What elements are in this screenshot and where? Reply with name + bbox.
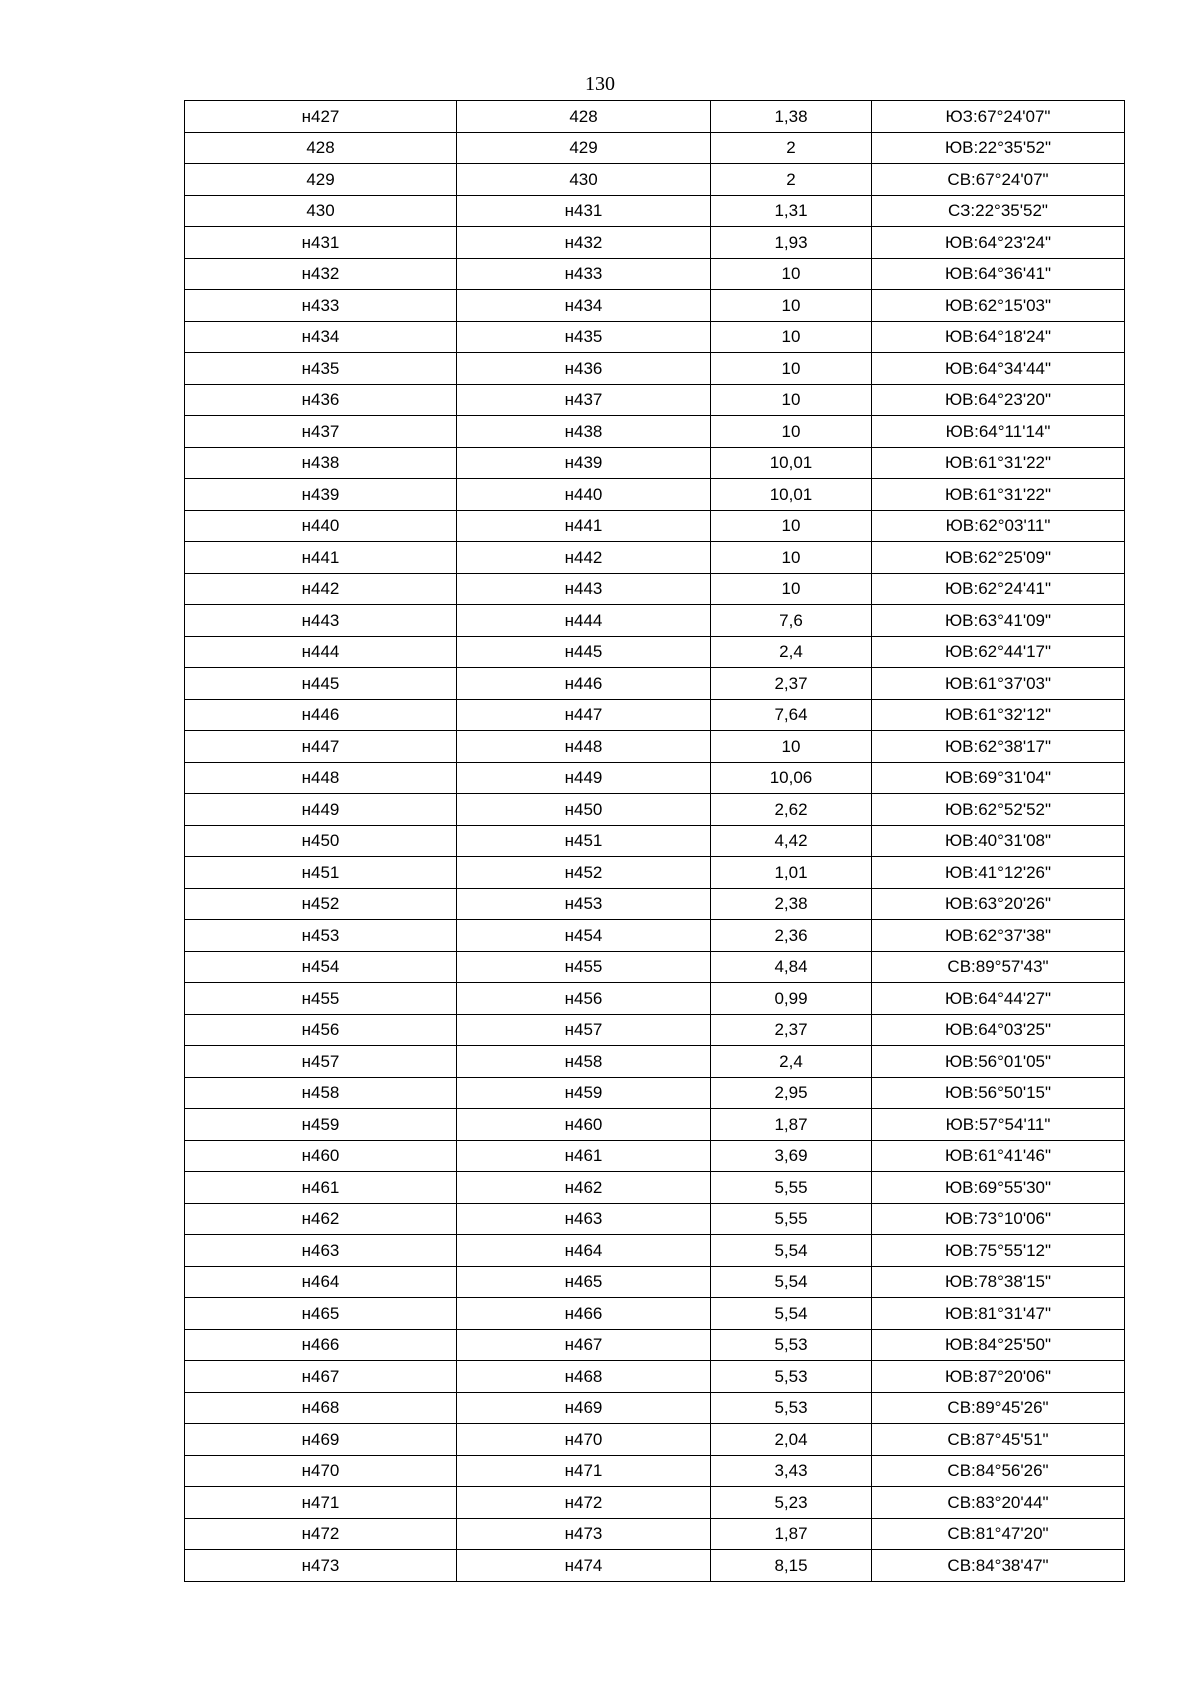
from-point-cell: н473 (185, 1550, 457, 1582)
to-point-cell: н442 (457, 542, 711, 574)
length-cell: 5,55 (711, 1172, 872, 1204)
to-point-cell: н465 (457, 1266, 711, 1298)
table-row (185, 321, 1125, 353)
from-point-cell: н457 (185, 1046, 457, 1078)
bearing-cell: ЮВ:64°23'24" (872, 227, 1125, 259)
bearing-cell: ЮВ:61°41'46" (872, 1140, 1125, 1172)
to-point-cell: н464 (457, 1235, 711, 1267)
table-row (185, 983, 1125, 1015)
bearing-cell: ЮВ:61°37'03" (872, 668, 1125, 700)
from-point-cell: 430 (185, 195, 457, 227)
from-point-cell: н450 (185, 825, 457, 857)
to-point-cell: 430 (457, 164, 711, 196)
length-cell: 1,87 (711, 1518, 872, 1550)
to-point-cell: н472 (457, 1487, 711, 1519)
from-point-cell: 429 (185, 164, 457, 196)
bearing-cell: СВ:83°20'44" (872, 1487, 1125, 1519)
length-cell: 1,38 (711, 101, 872, 133)
from-point-cell: н439 (185, 479, 457, 511)
length-cell: 2,36 (711, 920, 872, 952)
to-point-cell: н467 (457, 1329, 711, 1361)
bearing-cell: ЮВ:62°37'38" (872, 920, 1125, 952)
to-point-cell: н434 (457, 290, 711, 322)
length-cell: 5,53 (711, 1392, 872, 1424)
length-cell: 10,06 (711, 762, 872, 794)
from-point-cell: 428 (185, 132, 457, 164)
table-row (185, 384, 1125, 416)
from-point-cell: н446 (185, 699, 457, 731)
table-row (185, 1266, 1125, 1298)
bearing-cell: СВ:87°45'51" (872, 1424, 1125, 1456)
table-row (185, 699, 1125, 731)
bearing-cell: ЮВ:64°36'41" (872, 258, 1125, 290)
to-point-cell: н440 (457, 479, 711, 511)
bearing-cell: ЮЗ:67°24'07" (872, 101, 1125, 133)
table-row (185, 195, 1125, 227)
table-row (185, 353, 1125, 385)
bearing-cell: СЗ:22°35'52" (872, 195, 1125, 227)
from-point-cell: н431 (185, 227, 457, 259)
page-number: 130 (585, 73, 615, 95)
table-row (185, 920, 1125, 952)
from-point-cell: н441 (185, 542, 457, 574)
to-point-cell: н463 (457, 1203, 711, 1235)
table-row (185, 668, 1125, 700)
length-cell: 5,53 (711, 1361, 872, 1393)
to-point-cell: н460 (457, 1109, 711, 1141)
from-point-cell: н442 (185, 573, 457, 605)
table-row (185, 825, 1125, 857)
to-point-cell: н452 (457, 857, 711, 889)
bearing-cell: ЮВ:56°01'05" (872, 1046, 1125, 1078)
to-point-cell: н444 (457, 605, 711, 637)
bearing-cell: ЮВ:63°41'09" (872, 605, 1125, 637)
length-cell: 1,87 (711, 1109, 872, 1141)
length-cell: 5,53 (711, 1329, 872, 1361)
to-point-cell: н438 (457, 416, 711, 448)
table-row (185, 164, 1125, 196)
to-point-cell: н459 (457, 1077, 711, 1109)
bearing-cell: ЮВ:62°44'17" (872, 636, 1125, 668)
from-point-cell: н468 (185, 1392, 457, 1424)
table-row (185, 132, 1125, 164)
bearing-cell: ЮВ:64°11'14" (872, 416, 1125, 448)
from-point-cell: н464 (185, 1266, 457, 1298)
from-point-cell: н433 (185, 290, 457, 322)
table-row (185, 636, 1125, 668)
table-row (185, 447, 1125, 479)
bearing-cell: СВ:89°57'43" (872, 951, 1125, 983)
boundary-table-body (185, 101, 1125, 1582)
to-point-cell: н451 (457, 825, 711, 857)
length-cell: 4,84 (711, 951, 872, 983)
from-point-cell: н470 (185, 1455, 457, 1487)
to-point-cell: н457 (457, 1014, 711, 1046)
length-cell: 2,4 (711, 1046, 872, 1078)
length-cell: 7,6 (711, 605, 872, 637)
bearing-cell: ЮВ:81°31'47" (872, 1298, 1125, 1330)
to-point-cell: н453 (457, 888, 711, 920)
table-row (185, 227, 1125, 259)
length-cell: 2,95 (711, 1077, 872, 1109)
length-cell: 3,43 (711, 1455, 872, 1487)
to-point-cell: н431 (457, 195, 711, 227)
to-point-cell: н456 (457, 983, 711, 1015)
from-point-cell: н448 (185, 762, 457, 794)
bearing-cell: ЮВ:62°03'11" (872, 510, 1125, 542)
length-cell: 10 (711, 290, 872, 322)
table-row (185, 1203, 1125, 1235)
table-row (185, 794, 1125, 826)
from-point-cell: н461 (185, 1172, 457, 1204)
table-row (185, 605, 1125, 637)
from-point-cell: н434 (185, 321, 457, 353)
bearing-cell: ЮВ:62°15'03" (872, 290, 1125, 322)
table-row (185, 573, 1125, 605)
from-point-cell: н440 (185, 510, 457, 542)
length-cell: 4,42 (711, 825, 872, 857)
table-row (185, 1046, 1125, 1078)
length-cell: 1,93 (711, 227, 872, 259)
table-row (185, 1424, 1125, 1456)
from-point-cell: н436 (185, 384, 457, 416)
to-point-cell: н473 (457, 1518, 711, 1550)
bearing-cell: ЮВ:78°38'15" (872, 1266, 1125, 1298)
bearing-cell: ЮВ:62°52'52" (872, 794, 1125, 826)
bearing-cell: ЮВ:64°03'25" (872, 1014, 1125, 1046)
bearing-cell: ЮВ:75°55'12" (872, 1235, 1125, 1267)
from-point-cell: н453 (185, 920, 457, 952)
bearing-cell: ЮВ:69°31'04" (872, 762, 1125, 794)
from-point-cell: н459 (185, 1109, 457, 1141)
bearing-cell: ЮВ:61°31'22" (872, 447, 1125, 479)
to-point-cell: н445 (457, 636, 711, 668)
table-row (185, 1455, 1125, 1487)
bearing-cell: СВ:84°56'26" (872, 1455, 1125, 1487)
bearing-cell: СВ:81°47'20" (872, 1518, 1125, 1550)
to-point-cell: н461 (457, 1140, 711, 1172)
length-cell: 10,01 (711, 479, 872, 511)
to-point-cell: н439 (457, 447, 711, 479)
bearing-cell: ЮВ:69°55'30" (872, 1172, 1125, 1204)
to-point-cell: 428 (457, 101, 711, 133)
from-point-cell: н465 (185, 1298, 457, 1330)
table-row (185, 857, 1125, 889)
from-point-cell: н467 (185, 1361, 457, 1393)
to-point-cell: н466 (457, 1298, 711, 1330)
length-cell: 8,15 (711, 1550, 872, 1582)
from-point-cell: н437 (185, 416, 457, 448)
length-cell: 5,23 (711, 1487, 872, 1519)
length-cell: 2,62 (711, 794, 872, 826)
bearing-cell: ЮВ:61°31'22" (872, 479, 1125, 511)
length-cell: 2,4 (711, 636, 872, 668)
from-point-cell: н435 (185, 353, 457, 385)
from-point-cell: н462 (185, 1203, 457, 1235)
to-point-cell: н462 (457, 1172, 711, 1204)
bearing-cell: ЮВ:87°20'06" (872, 1361, 1125, 1393)
to-point-cell: н455 (457, 951, 711, 983)
to-point-cell: н447 (457, 699, 711, 731)
length-cell: 5,54 (711, 1266, 872, 1298)
table-row (185, 101, 1125, 133)
to-point-cell: н432 (457, 227, 711, 259)
length-cell: 2,37 (711, 668, 872, 700)
bearing-cell: ЮВ:64°44'27" (872, 983, 1125, 1015)
bearing-cell: ЮВ:41°12'26" (872, 857, 1125, 889)
to-point-cell: н471 (457, 1455, 711, 1487)
to-point-cell: н436 (457, 353, 711, 385)
bearing-cell: СВ:84°38'47" (872, 1550, 1125, 1582)
from-point-cell: н455 (185, 983, 457, 1015)
length-cell: 2,37 (711, 1014, 872, 1046)
table-row (185, 1298, 1125, 1330)
to-point-cell: н458 (457, 1046, 711, 1078)
table-row (185, 1361, 1125, 1393)
boundary-table (184, 100, 1125, 1582)
bearing-cell: СВ:67°24'07" (872, 164, 1125, 196)
bearing-cell: ЮВ:64°18'24" (872, 321, 1125, 353)
length-cell: 10 (711, 542, 872, 574)
length-cell: 10 (711, 353, 872, 385)
table-row (185, 731, 1125, 763)
table-row (185, 510, 1125, 542)
from-point-cell: н472 (185, 1518, 457, 1550)
length-cell: 2 (711, 132, 872, 164)
from-point-cell: н445 (185, 668, 457, 700)
table-row (185, 1109, 1125, 1141)
bearing-cell: ЮВ:40°31'08" (872, 825, 1125, 857)
from-point-cell: н466 (185, 1329, 457, 1361)
bearing-cell: ЮВ:64°34'44" (872, 353, 1125, 385)
to-point-cell: н448 (457, 731, 711, 763)
from-point-cell: н427 (185, 101, 457, 133)
bearing-cell: ЮВ:22°35'52" (872, 132, 1125, 164)
length-cell: 1,01 (711, 857, 872, 889)
table-row (185, 762, 1125, 794)
bearing-cell: ЮВ:61°32'12" (872, 699, 1125, 731)
table-row (185, 1329, 1125, 1361)
table-row (185, 258, 1125, 290)
length-cell: 2 (711, 164, 872, 196)
length-cell: 0,99 (711, 983, 872, 1015)
to-point-cell: н443 (457, 573, 711, 605)
from-point-cell: н458 (185, 1077, 457, 1109)
table-row (185, 1518, 1125, 1550)
bearing-cell: ЮВ:62°24'41" (872, 573, 1125, 605)
length-cell: 10 (711, 321, 872, 353)
table-row (185, 479, 1125, 511)
table-row (185, 1392, 1125, 1424)
table-row (185, 542, 1125, 574)
table-row (185, 1487, 1125, 1519)
length-cell: 5,54 (711, 1298, 872, 1330)
bearing-cell: ЮВ:84°25'50" (872, 1329, 1125, 1361)
length-cell: 2,38 (711, 888, 872, 920)
from-point-cell: н454 (185, 951, 457, 983)
table-row (185, 951, 1125, 983)
to-point-cell: 429 (457, 132, 711, 164)
length-cell: 5,54 (711, 1235, 872, 1267)
from-point-cell: н451 (185, 857, 457, 889)
length-cell: 5,55 (711, 1203, 872, 1235)
table-row (185, 1140, 1125, 1172)
to-point-cell: н437 (457, 384, 711, 416)
length-cell: 10 (711, 731, 872, 763)
length-cell: 10,01 (711, 447, 872, 479)
table-row (185, 1550, 1125, 1582)
from-point-cell: н471 (185, 1487, 457, 1519)
length-cell: 1,31 (711, 195, 872, 227)
from-point-cell: н447 (185, 731, 457, 763)
from-point-cell: н460 (185, 1140, 457, 1172)
to-point-cell: н469 (457, 1392, 711, 1424)
length-cell: 3,69 (711, 1140, 872, 1172)
from-point-cell: н456 (185, 1014, 457, 1046)
length-cell: 10 (711, 258, 872, 290)
length-cell: 2,04 (711, 1424, 872, 1456)
to-point-cell: н441 (457, 510, 711, 542)
table-row (185, 416, 1125, 448)
to-point-cell: н433 (457, 258, 711, 290)
from-point-cell: н463 (185, 1235, 457, 1267)
table-row (185, 1014, 1125, 1046)
to-point-cell: н470 (457, 1424, 711, 1456)
to-point-cell: н435 (457, 321, 711, 353)
length-cell: 10 (711, 510, 872, 542)
table-row (185, 888, 1125, 920)
from-point-cell: н444 (185, 636, 457, 668)
table-row (185, 1077, 1125, 1109)
to-point-cell: н450 (457, 794, 711, 826)
from-point-cell: н432 (185, 258, 457, 290)
from-point-cell: н443 (185, 605, 457, 637)
from-point-cell: н452 (185, 888, 457, 920)
table-row (185, 290, 1125, 322)
bearing-cell: ЮВ:62°38'17" (872, 731, 1125, 763)
length-cell: 10 (711, 573, 872, 605)
bearing-cell: ЮВ:62°25'09" (872, 542, 1125, 574)
bearing-cell: ЮВ:57°54'11" (872, 1109, 1125, 1141)
bearing-cell: ЮВ:56°50'15" (872, 1077, 1125, 1109)
length-cell: 7,64 (711, 699, 872, 731)
bearing-cell: ЮВ:63°20'26" (872, 888, 1125, 920)
from-point-cell: н449 (185, 794, 457, 826)
bearing-cell: СВ:89°45'26" (872, 1392, 1125, 1424)
to-point-cell: н468 (457, 1361, 711, 1393)
from-point-cell: н438 (185, 447, 457, 479)
from-point-cell: н469 (185, 1424, 457, 1456)
to-point-cell: н449 (457, 762, 711, 794)
length-cell: 10 (711, 416, 872, 448)
to-point-cell: н474 (457, 1550, 711, 1582)
length-cell: 10 (711, 384, 872, 416)
to-point-cell: н446 (457, 668, 711, 700)
table-row (185, 1235, 1125, 1267)
bearing-cell: ЮВ:73°10'06" (872, 1203, 1125, 1235)
bearing-cell: ЮВ:64°23'20" (872, 384, 1125, 416)
table-row (185, 1172, 1125, 1204)
to-point-cell: н454 (457, 920, 711, 952)
